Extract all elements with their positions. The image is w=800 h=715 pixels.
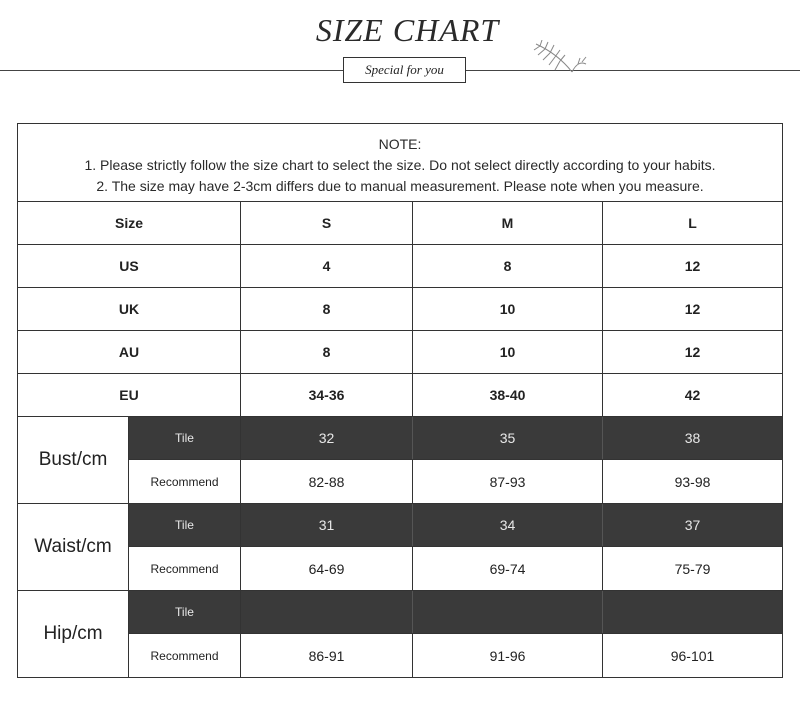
cell-bust-tile-label: Tile (129, 417, 241, 459)
cell-bust-tile-m: 35 (413, 417, 603, 459)
cell-bust-rec-s: 82-88 (241, 460, 413, 503)
cell-uk-s: 8 (241, 288, 413, 330)
cell-waist-tile-label: Tile (129, 504, 241, 546)
cell-bust-tile-l: 38 (684, 430, 701, 446)
cell-waist-tile-l: 37 (684, 517, 701, 533)
cell-hip-tile-l (603, 591, 782, 633)
cell-uk-m: 10 (413, 288, 603, 330)
table-row-au (18, 331, 782, 374)
note-block (18, 124, 782, 202)
cell-uk-label: UK (18, 288, 241, 330)
cell-us-label: US (18, 245, 241, 287)
cell-hip-rec-l: 96-101 (670, 647, 715, 664)
cell-hip-tile-m (413, 591, 603, 633)
cell-eu-label: EU (18, 374, 241, 416)
cell-bust-tile-s: 32 (241, 417, 413, 459)
table-row-bust-tile (129, 417, 782, 460)
cell-au-s: 8 (241, 331, 413, 373)
cell-waist-tile-s: 31 (241, 504, 413, 546)
group-label-hip: Hip/cm (18, 591, 129, 677)
cell-uk-l: 12 (684, 301, 701, 317)
table-row-eu (18, 374, 782, 417)
cell-waist-rec-m: 69-74 (413, 547, 603, 590)
group-label-waist: Waist/cm (18, 504, 129, 591)
page-title: SIZE CHART (315, 12, 500, 48)
cell-hip-rec-s: 86-91 (241, 634, 413, 677)
cell-us-l: 12 (684, 258, 701, 274)
cell-hip-rec-label: Recommend (129, 634, 241, 677)
size-chart-table (17, 123, 783, 678)
cell-waist-tile-m: 34 (413, 504, 603, 546)
cell-us-s: 4 (241, 245, 413, 287)
cell-us-m: 8 (413, 245, 603, 287)
note-line-1: 1. Please strictly follow the size chart to select the size. Do not select directly according to your habits. (84, 157, 716, 173)
cell-hip-tile-label: Tile (129, 591, 241, 633)
cell-waist-rec-label: Recommend (129, 547, 241, 590)
cell-eu-s: 34-36 (241, 374, 413, 416)
table-row-waist-tile (129, 504, 782, 547)
tagline-box (343, 57, 466, 83)
cell-au-label: AU (18, 331, 241, 373)
cell-size-m: M (413, 202, 603, 244)
cell-size-label: Size (18, 202, 241, 244)
note-heading: NOTE: (378, 136, 422, 152)
table-row-hip-tile (129, 591, 782, 634)
group-label-bust: Bust/cm (18, 417, 129, 504)
cell-waist-rec-s: 64-69 (241, 547, 413, 590)
cell-bust-rec-l: 93-98 (674, 473, 711, 490)
cell-size-l: L (688, 215, 697, 231)
table-row-waist-recommend (129, 547, 782, 591)
cell-au-l: 12 (684, 344, 701, 360)
cell-eu-l: 42 (684, 387, 701, 403)
table-row-uk (18, 288, 782, 331)
table-row-bust-recommend (129, 460, 782, 504)
tagline: Special for you (365, 62, 444, 77)
table-row-us (18, 245, 782, 288)
table-row-hip-recommend (129, 634, 782, 677)
cell-waist-rec-l: 75-79 (674, 560, 711, 577)
palm-leaf-icon (528, 40, 592, 74)
cell-bust-rec-label: Recommend (129, 460, 241, 503)
note-line-2: 2. The size may have 2-3cm differs due to manual measurement. Please note when you measure. (96, 178, 704, 194)
cell-eu-m: 38-40 (413, 374, 603, 416)
cell-au-m: 10 (413, 331, 603, 373)
cell-hip-tile-s (241, 591, 413, 633)
table-row-header (18, 202, 782, 245)
cell-bust-rec-m: 87-93 (413, 460, 603, 503)
cell-hip-rec-m: 91-96 (413, 634, 603, 677)
cell-size-s: S (241, 202, 413, 244)
